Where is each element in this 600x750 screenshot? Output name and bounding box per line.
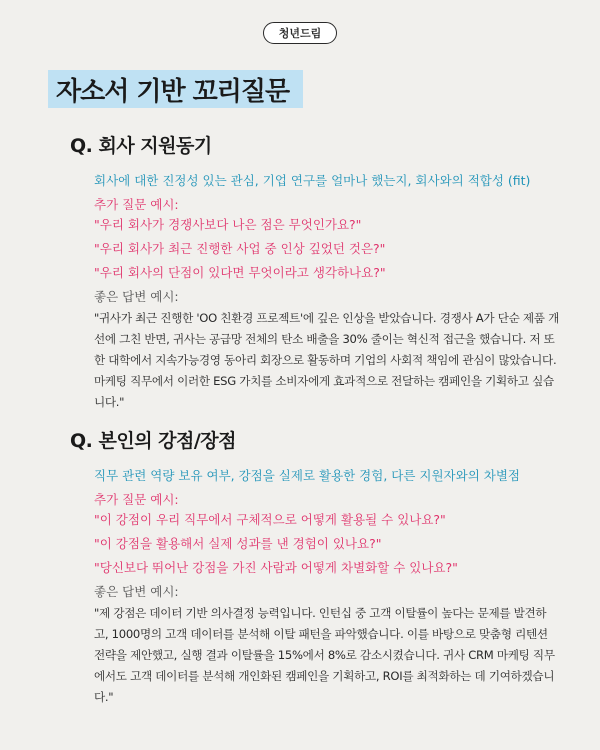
evaluation-criteria: 회사에 대한 진정성 있는 관심, 기업 연구를 얼마나 했는지, 회사와의 적합성 (fit): [94, 173, 531, 188]
followup-list: [94, 511, 570, 577]
brand-badge: 청년드림: [263, 22, 337, 44]
section-heading: Q. 본인의 강점/장점: [70, 430, 237, 452]
followup-question: "이 강점을 활용해서 실제 성과를 낸 경험이 있나요?": [94, 536, 382, 551]
followup-list: [94, 216, 570, 282]
followup-question: "우리 회사의 단점이 있다면 무엇이라고 생각하나요?": [94, 265, 386, 280]
followup-question: "우리 회사가 최근 진행한 사업 중 인상 깊었던 것은?": [94, 241, 386, 256]
page-title: 자소서 기반 꼬리질문: [48, 70, 303, 108]
followup-question: "이 강점이 우리 직무에서 구체적으로 어떻게 활용될 수 있나요?": [94, 512, 446, 527]
section-strengths: [70, 426, 570, 708]
section-motivation: [70, 131, 570, 413]
followup-label: 추가 질문 예시:: [94, 197, 179, 212]
answer-example: "제 강점은 데이터 기반 의사결정 능력입니다. 인턴십 중 고객 이탈률이 높다는 문제를 발견하고, 1000명의 고객 데이터를 분석해 이탈 패턴을 파악했습니다. 이를 바탕으로 맞춤형 리텐션 전략을 제안했고, 실행 결과 이탈률을 15%에서 8%로 감소시켰습니다. 귀사 CRM 마케팅 직무에서도 고객 데이터를 분석해 개인화된 캠페인을 기획하고, ROI를 최적화하는 데 기여하겠습니다.": [94, 606, 555, 704]
answer-label: 좋은 답변 예시:: [94, 584, 179, 599]
answer-example: "귀사가 최근 진행한 'OO 친환경 프로젝트'에 깊은 인상을 받았습니다. 경쟁사 A가 단순 제품 개선에 그친 반면, 귀사는 공급망 전체의 탄소 배출을 30% 줄이는 혁신적 접근을 했습니다. 저 또한 대학에서 지속가능경영 동아리 회장으로 활동하며 기업의 사회적 책임에 관심이 많았습니다. 마케팅 직무에서 이러한 ESG 가치를 소비자에게 효과적으로 전달하는 캠페인을 기획하고 싶습니다.": [94, 311, 559, 409]
followup-question: "우리 회사가 경쟁사보다 나은 점은 무엇인가요?": [94, 217, 362, 232]
followup-question: "당신보다 뛰어난 강점을 가진 사람과 어떻게 차별화할 수 있나요?": [94, 560, 458, 575]
answer-label: 좋은 답변 예시:: [94, 289, 179, 304]
section-heading: Q. 회사 지원동기: [70, 135, 212, 157]
followup-label: 추가 질문 예시:: [94, 492, 179, 507]
evaluation-criteria: 직무 관련 역량 보유 여부, 강점을 실제로 활용한 경험, 다른 지원자와의 차별점: [94, 468, 520, 483]
